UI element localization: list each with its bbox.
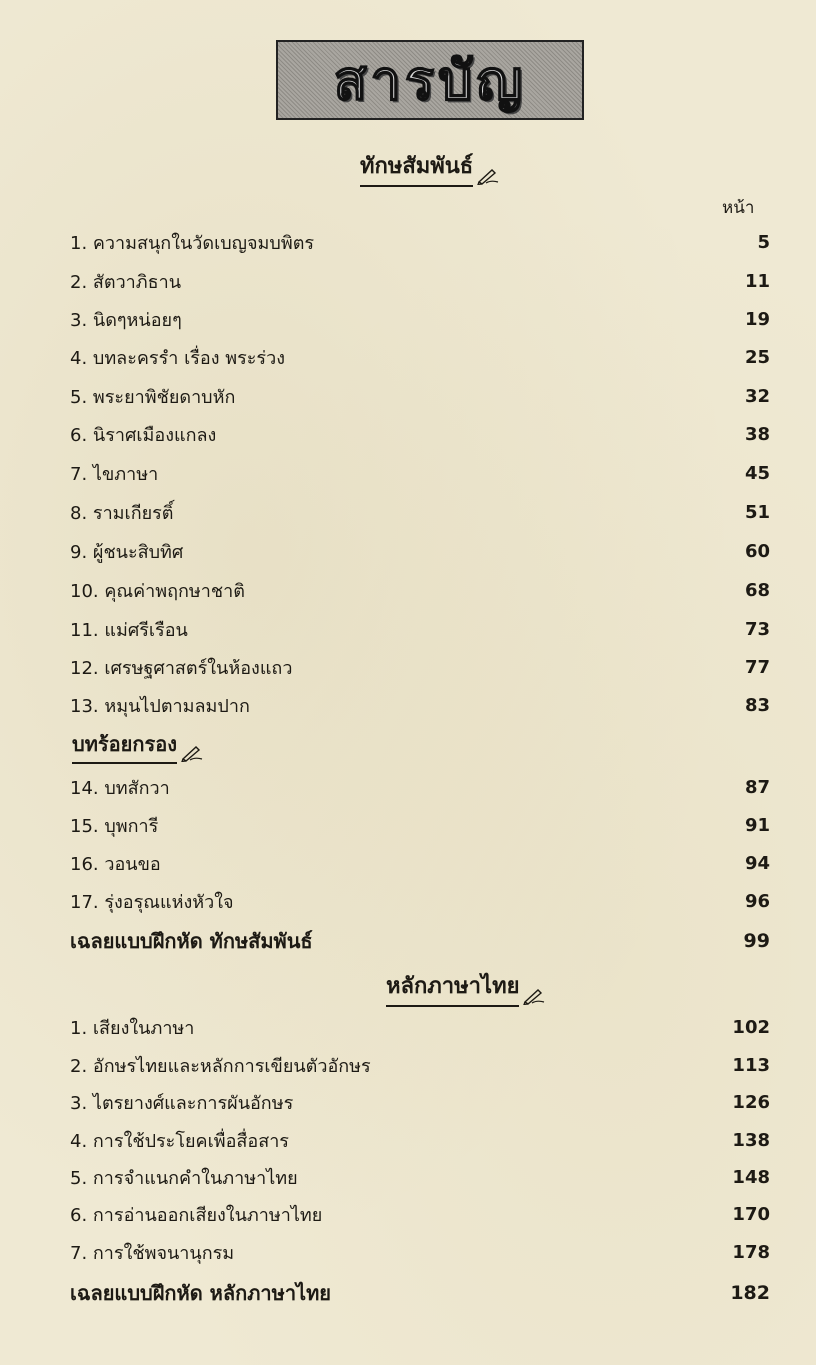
toc-entry-title: 6. นิราศเมืองแกลง	[70, 424, 217, 446]
toc-row	[70, 1237, 770, 1267]
toc-entry-title: 15. บุพการี	[70, 815, 159, 837]
toc-page-number: 91	[744, 814, 770, 836]
toc-row	[70, 652, 770, 682]
toc-entry-title: 16. วอนขอ	[70, 853, 161, 875]
toc-entry-title: 9. ผู้ชนะสิบทิศ	[70, 541, 184, 563]
section-title: บทร้อยกรอง	[72, 728, 177, 764]
page-column-label: หน้า	[722, 198, 755, 218]
toc-page-number: 182	[730, 1282, 770, 1304]
toc-entry-title: 5. พระยาพิชัยดาบหัก	[70, 386, 236, 408]
toc-page-number: 138	[732, 1129, 770, 1151]
toc-entry-title: 2. สัตวาภิธาน	[70, 271, 182, 293]
toc-page-number: 5	[757, 231, 770, 253]
toc-row	[70, 614, 770, 644]
pen-writing-icon	[522, 987, 546, 1005]
toc-page-number: 148	[732, 1166, 770, 1188]
toc-row	[70, 1199, 770, 1229]
toc-row	[70, 772, 770, 802]
toc-page-number: 73	[744, 618, 770, 640]
toc-entry-title: 4. บทละครรำ เรื่อง พระร่วง	[70, 347, 285, 369]
toc-row	[70, 419, 770, 449]
toc-entry-title: 4. การใช้ประโยคเพื่อสื่อสาร	[70, 1130, 289, 1152]
toc-row	[70, 810, 770, 840]
toc-row	[70, 497, 770, 527]
toc-entry-title: 12. เศรษฐศาสตร์ในห้องแถว	[70, 657, 293, 679]
toc-title: สารบัญ	[333, 48, 527, 112]
toc-row	[70, 1087, 770, 1117]
toc-row	[70, 1012, 770, 1042]
toc-page-number: 87	[744, 776, 770, 798]
toc-page-number: 32	[744, 385, 770, 407]
toc-page-number: 126	[732, 1091, 770, 1113]
toc-page-number: 77	[744, 656, 770, 678]
toc-row	[70, 886, 770, 916]
toc-page-number: 25	[744, 346, 770, 368]
pen-writing-icon	[476, 167, 500, 185]
toc-row	[70, 381, 770, 411]
toc-page-number: 11	[744, 270, 770, 292]
toc-page-number: 102	[732, 1016, 770, 1038]
toc-entry-title: 2. อักษรไทยและหลักการเขียนตัวอักษร	[70, 1055, 371, 1077]
toc-row	[70, 1162, 770, 1192]
toc-page-number: 68	[744, 579, 770, 601]
toc-entry-title: 6. การอ่านออกเสียงในภาษาไทย	[70, 1204, 323, 1226]
section-header-thai-grammar	[386, 968, 546, 1007]
toc-entry-title: 3. นิดๆหน่อยๆ	[70, 309, 182, 331]
toc-page-number: 178	[732, 1241, 770, 1263]
toc-entry-title: เฉลยแบบฝึกหัด หลักภาษาไทย	[70, 1281, 332, 1305]
toc-row	[70, 342, 770, 372]
toc-row	[70, 227, 770, 257]
section-title: ทักษสัมพันธ์	[360, 148, 473, 187]
toc-row	[70, 536, 770, 566]
toc-row-answer-key	[70, 926, 770, 956]
section-header-thaksa	[360, 148, 500, 187]
toc-page-number: 170	[732, 1203, 770, 1225]
toc-row	[70, 266, 770, 296]
toc-title-box	[276, 40, 584, 120]
toc-row	[70, 690, 770, 720]
toc-page-number: 113	[732, 1054, 770, 1076]
toc-page-number: 45	[744, 462, 770, 484]
toc-entry-title: 13. หมุนไปตามลมปาก	[70, 695, 250, 717]
toc-entry-title: 7. การใช้พจนานุกรม	[70, 1242, 235, 1264]
toc-entry-title: 11. แม่ศรีเรือน	[70, 619, 188, 641]
toc-page-number: 83	[744, 694, 770, 716]
toc-entry-title: 8. รามเกียรติ์	[70, 502, 174, 524]
toc-page-number: 94	[744, 852, 770, 874]
toc-entry-title: 1. เสียงในภาษา	[70, 1017, 195, 1039]
toc-row	[70, 848, 770, 878]
toc-row	[70, 575, 770, 605]
toc-page-number: 99	[743, 930, 770, 952]
pen-writing-icon	[180, 744, 204, 762]
toc-page-number: 60	[744, 540, 770, 562]
toc-entry-title: 14. บทสักวา	[70, 777, 170, 799]
toc-entry-title: 7. ไขภาษา	[70, 463, 159, 485]
section-title: หลักภาษาไทย	[386, 968, 519, 1007]
toc-row-answer-key	[70, 1278, 770, 1308]
toc-entry-title: 10. คุณค่าพฤกษาชาติ	[70, 580, 245, 602]
toc-page-number: 38	[744, 423, 770, 445]
toc-row	[70, 1125, 770, 1155]
toc-page-number: 96	[744, 890, 770, 912]
toc-row	[70, 458, 770, 488]
toc-row	[70, 1050, 770, 1080]
section-header-poetry	[72, 728, 204, 764]
toc-entry-title: 17. รุ่งอรุณแห่งหัวใจ	[70, 891, 234, 913]
toc-page-number: 19	[744, 308, 770, 330]
toc-page-number: 51	[744, 501, 770, 523]
toc-entry-title: 5. การจำแนกคำในภาษาไทย	[70, 1167, 298, 1189]
toc-entry-title: 1. ความสนุกในวัดเบญจมบพิตร	[70, 232, 315, 254]
toc-entry-title: 3. ไตรยางศ์และการผันอักษร	[70, 1092, 294, 1114]
toc-row	[70, 304, 770, 334]
toc-entry-title: เฉลยแบบฝึกหัด ทักษสัมพันธ์	[70, 929, 313, 953]
